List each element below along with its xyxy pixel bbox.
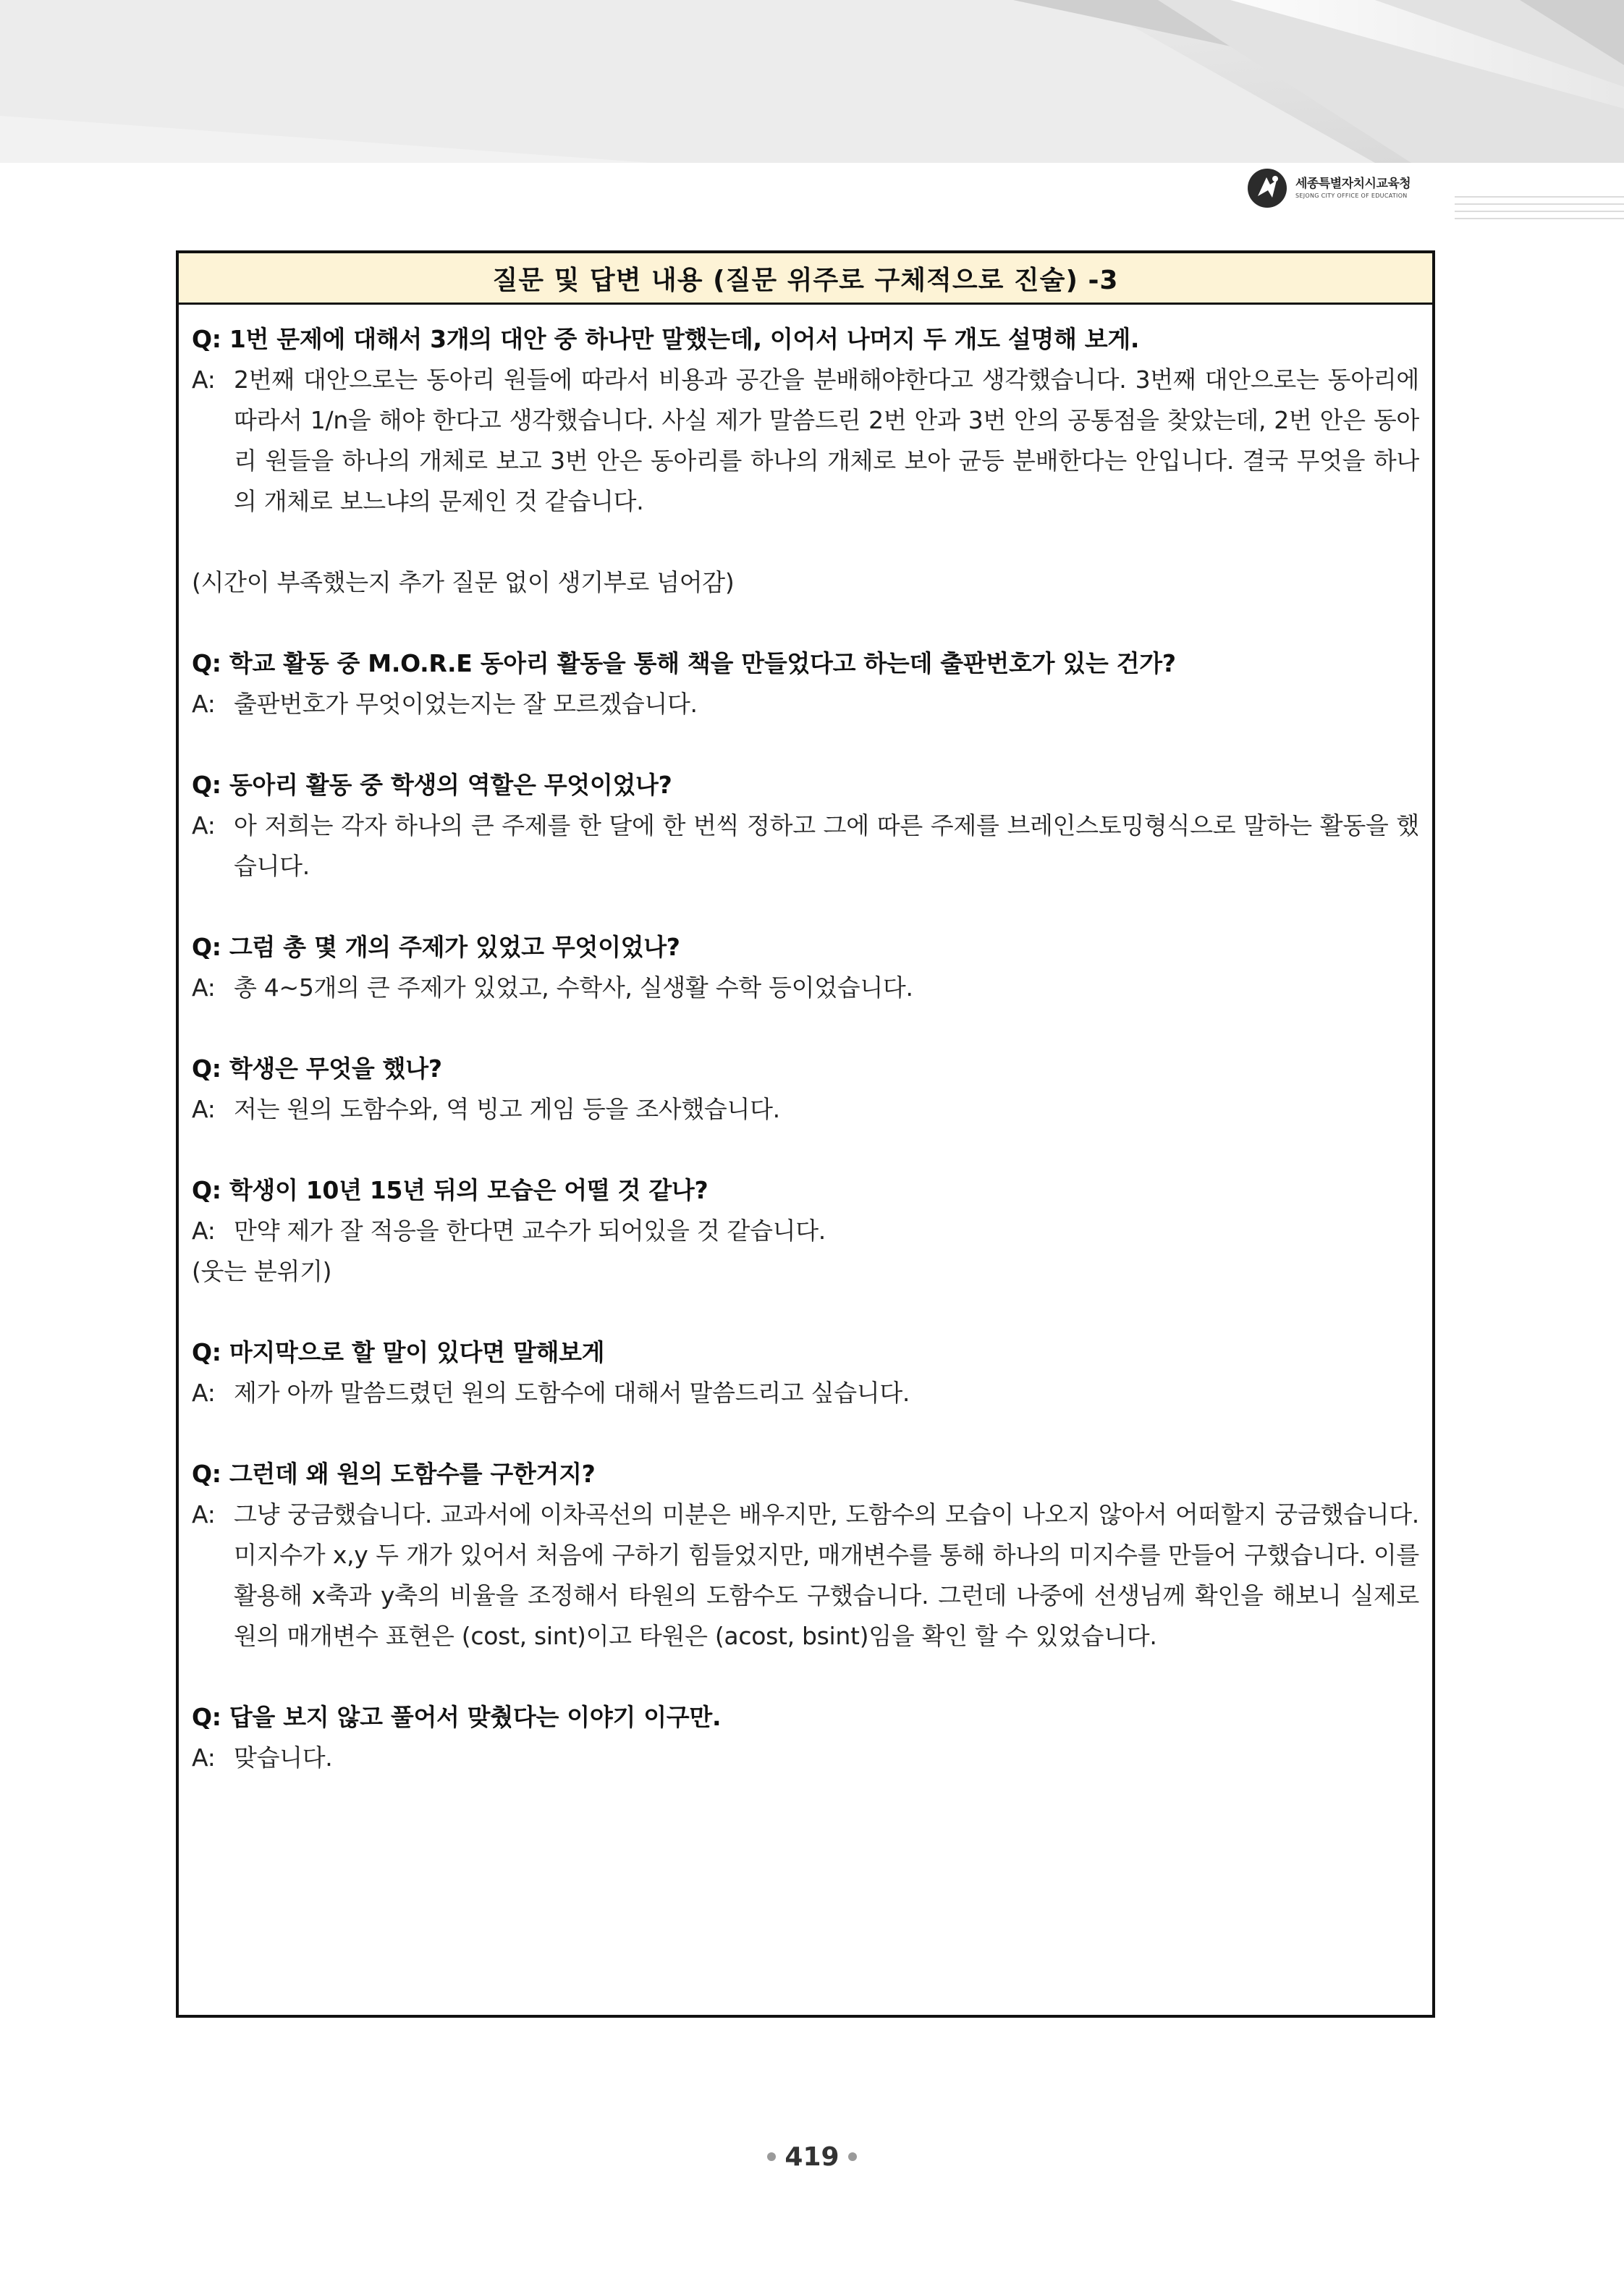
question-2: Q: 학교 활동 중 M.O.R.E 동아리 활동을 통해 책을 만들었다고 하는데 출판번호가 있는 건가? (192, 649, 1176, 677)
answer-prefix: A: (192, 1500, 216, 1529)
answer-text: 만약 제가 잘 적응을 한다면 교수가 되어있을 것 같습니다. (234, 1217, 826, 1245)
question-5: Q: 학생은 무엇을 했나? (192, 1054, 442, 1083)
answer-7 (192, 1373, 1419, 1413)
answer-8 (192, 1494, 1419, 1657)
question-3: Q: 동아리 활동 중 학생의 역할은 무엇이었나? (192, 771, 672, 799)
answer-prefix: A: (192, 690, 216, 718)
answer-9 (192, 1738, 1419, 1778)
header-banner (0, 0, 1624, 163)
interview-record-box (176, 250, 1435, 2018)
answer-prefix: A: (192, 1095, 216, 1123)
answer-4 (192, 968, 1419, 1008)
answer-text: 출판번호가 무엇이었는지는 잘 모르겠습니다. (234, 690, 698, 718)
office-logo (1246, 165, 1456, 211)
atmosphere-note: (웃는 분위기) (192, 1257, 332, 1285)
answer-prefix: A: (192, 811, 216, 840)
question-9: Q: 답을 보지 않고 풀어서 맞췄다는 이야기 이구만. (192, 1703, 722, 1731)
header-rule-lines (1455, 194, 1624, 223)
page-number-value: 419 (784, 2141, 840, 2172)
answer-6 (192, 1211, 1419, 1251)
answer-prefix: A: (192, 973, 216, 1002)
answer-text: 2번째 대안으로는 동아리 원들에 따라서 비용과 공간을 분배해야한다고 생각했습니다. 3번째 대안으로는 동아리에 따라서 1/n을 해야 한다고 생각했습니다. 사실 제가 말씀드린 2번 안과 3번 안의 공통점을 찾았는데, 2번 안은 동아리 원들을 하나의 개체로 보고 3번 안은 동아리를 하나의 개체로 보아 균등 분배한다는 안입니다. 결국 무엇을 하나의 개체로 보느냐의 문제인 것 같습니다. (234, 365, 1419, 515)
logo-name-english: SEJONG CITY OFFICE OF EDUCATION (1295, 192, 1408, 199)
box-title: 질문 및 답변 내용 (질문 위주로 구체적으로 진술) -3 (179, 253, 1432, 305)
question-8: Q: 그런데 왜 원의 도함수를 구한거지? (192, 1460, 596, 1488)
answer-text: 그냥 궁금했습니다. 교과서에 이차곡선의 미분은 배우지만, 도함수의 모습이 나오지 않아서 어떠할지 궁금했습니다. 미지수가 x,y 두 개가 있어서 처음에 구하기 힘들었지만, 매개변수를 통해 하나의 미지수를 만들어 구했습니다. 이를 활용해 x축과 y축의 비율을 조정해서 타원의 도함수도 구했습니다. 그런데 나중에 선생님께 확인을 해보니 실제로 원의 매개변수 표현은 (cost, sint)이고 타원은 (acost, bsint)임을 확인 할 수 있었습니다. (234, 1500, 1419, 1650)
answer-prefix: A: (192, 1217, 216, 1245)
question-6: Q: 학생이 10년 15년 뒤의 모습은 어떨 것 같나? (192, 1176, 709, 1204)
bullet-dot-icon (848, 2152, 857, 2161)
answer-text: 맞습니다. (234, 1743, 333, 1772)
page-number (740, 2135, 884, 2178)
answer-1 (192, 360, 1419, 522)
answer-text: 제가 아까 말씀드렸던 원의 도함수에 대해서 말씀드리고 싶습니다. (234, 1379, 910, 1407)
bullet-dot-icon (767, 2152, 776, 2161)
answer-3 (192, 806, 1419, 887)
answer-text: 총 4~5개의 큰 주제가 있었고, 수학사, 실생활 수학 등이었습니다. (234, 973, 913, 1002)
box-body (179, 305, 1432, 1778)
answer-prefix: A: (192, 1743, 216, 1772)
question-4: Q: 그럼 총 몇 개의 주제가 있었고 무엇이었나? (192, 933, 680, 961)
answer-text: 저는 원의 도함수와, 역 빙고 게임 등을 조사했습니다. (234, 1095, 780, 1123)
interviewer-note: (시간이 부족했는지 추가 질문 없이 생기부로 넘어감) (192, 568, 735, 596)
answer-prefix: A: (192, 365, 216, 394)
answer-2 (192, 684, 1419, 724)
answer-5 (192, 1089, 1419, 1130)
answer-text: 아 저희는 각자 하나의 큰 주제를 한 달에 한 번씩 정하고 그에 따른 주제를 브레인스토밍형식으로 말하는 활동을 했습니다. (234, 811, 1419, 880)
logo-name-korean: 세종특별자치시교육청 (1295, 176, 1411, 191)
question-1: Q: 1번 문제에 대해서 3개의 대안 중 하나만 말했는데, 이어서 나머지 두 개도 설명해 보게. (192, 325, 1140, 353)
question-7: Q: 마지막으로 할 말이 있다면 말해보게 (192, 1338, 605, 1366)
answer-prefix: A: (192, 1379, 216, 1407)
office-emblem-icon (1246, 167, 1288, 209)
